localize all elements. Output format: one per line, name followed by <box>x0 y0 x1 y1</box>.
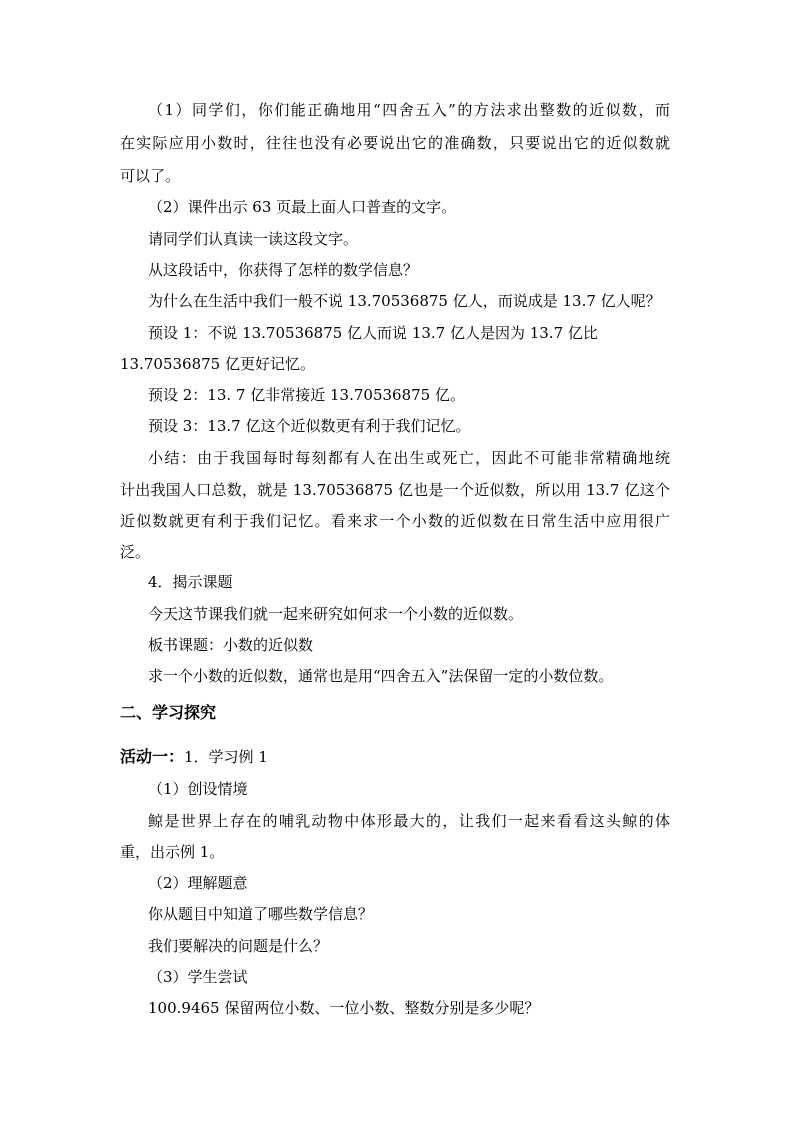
summary-line-2: 计出我国人口总数，就是 13.70536875 亿也是一个近似数，所以用 13.7 亿这个 <box>120 481 670 499</box>
summary-line-1: 小结：由于我国每时每刻都有人在出生或死亡，因此不可能非常精确地统 <box>148 449 670 467</box>
paragraph-14: （1）创设情境 <box>148 780 248 798</box>
paragraph-13: 求一个小数的近似数，通常也是用“四舍五入”法保留一定的小数位数。 <box>148 667 614 685</box>
section-2-heading: 二、学习探究 <box>120 703 217 722</box>
summary-line-4: 泛。 <box>120 543 151 561</box>
paragraph-16: （2）理解题意 <box>148 874 248 892</box>
paragraph-4: 从这段话中，你获得了怎样的数学信息？ <box>148 261 419 279</box>
paragraph-6-line-2: 13.70536875 亿更好记忆。 <box>120 355 315 373</box>
paragraph-15-line-1: 鲸是世界上存在的哺乳动物中体形最大的，让我们一起来看看这头鲸的体 <box>148 812 670 830</box>
activity-1-label: 活动一： <box>120 747 185 766</box>
paragraph-18: 我们要解决的问题是什么？ <box>148 937 329 955</box>
paragraph-1-line-2: 在实际应用小数时，往往也没有必要说出它的准确数，只要说出它的近似数就 <box>120 134 670 152</box>
paragraph-1-line-1: （1）同学们，你们能正确地用“四舍五入”的方法求出整数的近似数，而 <box>148 101 670 119</box>
paragraph-7: 预设 2：13. 7 亿非常接近 13.70536875 亿。 <box>148 386 465 404</box>
activity-1-title <box>120 747 268 767</box>
paragraph-3: 请同学们认真读一读这段文字。 <box>148 230 359 248</box>
activity-1-text: 1．学习例 1 <box>184 748 268 766</box>
reveal-topic-heading: 4．揭示课题 <box>148 573 233 591</box>
paragraph-6-line-1: 预设 1：不说 13.70536875 亿人而说 13.7 亿人是因为 13.7 亿比 <box>148 324 598 342</box>
paragraph-19: （3）学生尝试 <box>148 968 248 986</box>
paragraph-17: 你从题目中知道了哪些数学信息？ <box>148 905 374 923</box>
paragraph-15-line-2: 重，出示例 1。 <box>120 843 225 861</box>
paragraph-1-line-3: 可以了。 <box>120 167 181 185</box>
paragraph-8: 预设 3：13.7 亿这个近似数更有利于我们记忆。 <box>148 417 471 435</box>
paragraph-5: 为什么在生活中我们一般不说 13.70536875 亿人，而说成是 13.7 亿人呢？ <box>148 292 661 310</box>
board-topic: 板书课题：小数的近似数 <box>148 636 314 654</box>
paragraph-11: 今天这节课我们就一起来研究如何求一个小数的近似数。 <box>148 605 524 623</box>
paragraph-20: 100.9465 保留两位小数、一位小数、整数分别是多少呢？ <box>148 999 540 1017</box>
paragraph-2: （2）课件出示 63 页最上面人口普查的文字。 <box>148 198 457 216</box>
summary-line-3: 近似数就更有利于我们记忆。看来求一个小数的近似数在日常生活中应用很广 <box>120 512 670 530</box>
